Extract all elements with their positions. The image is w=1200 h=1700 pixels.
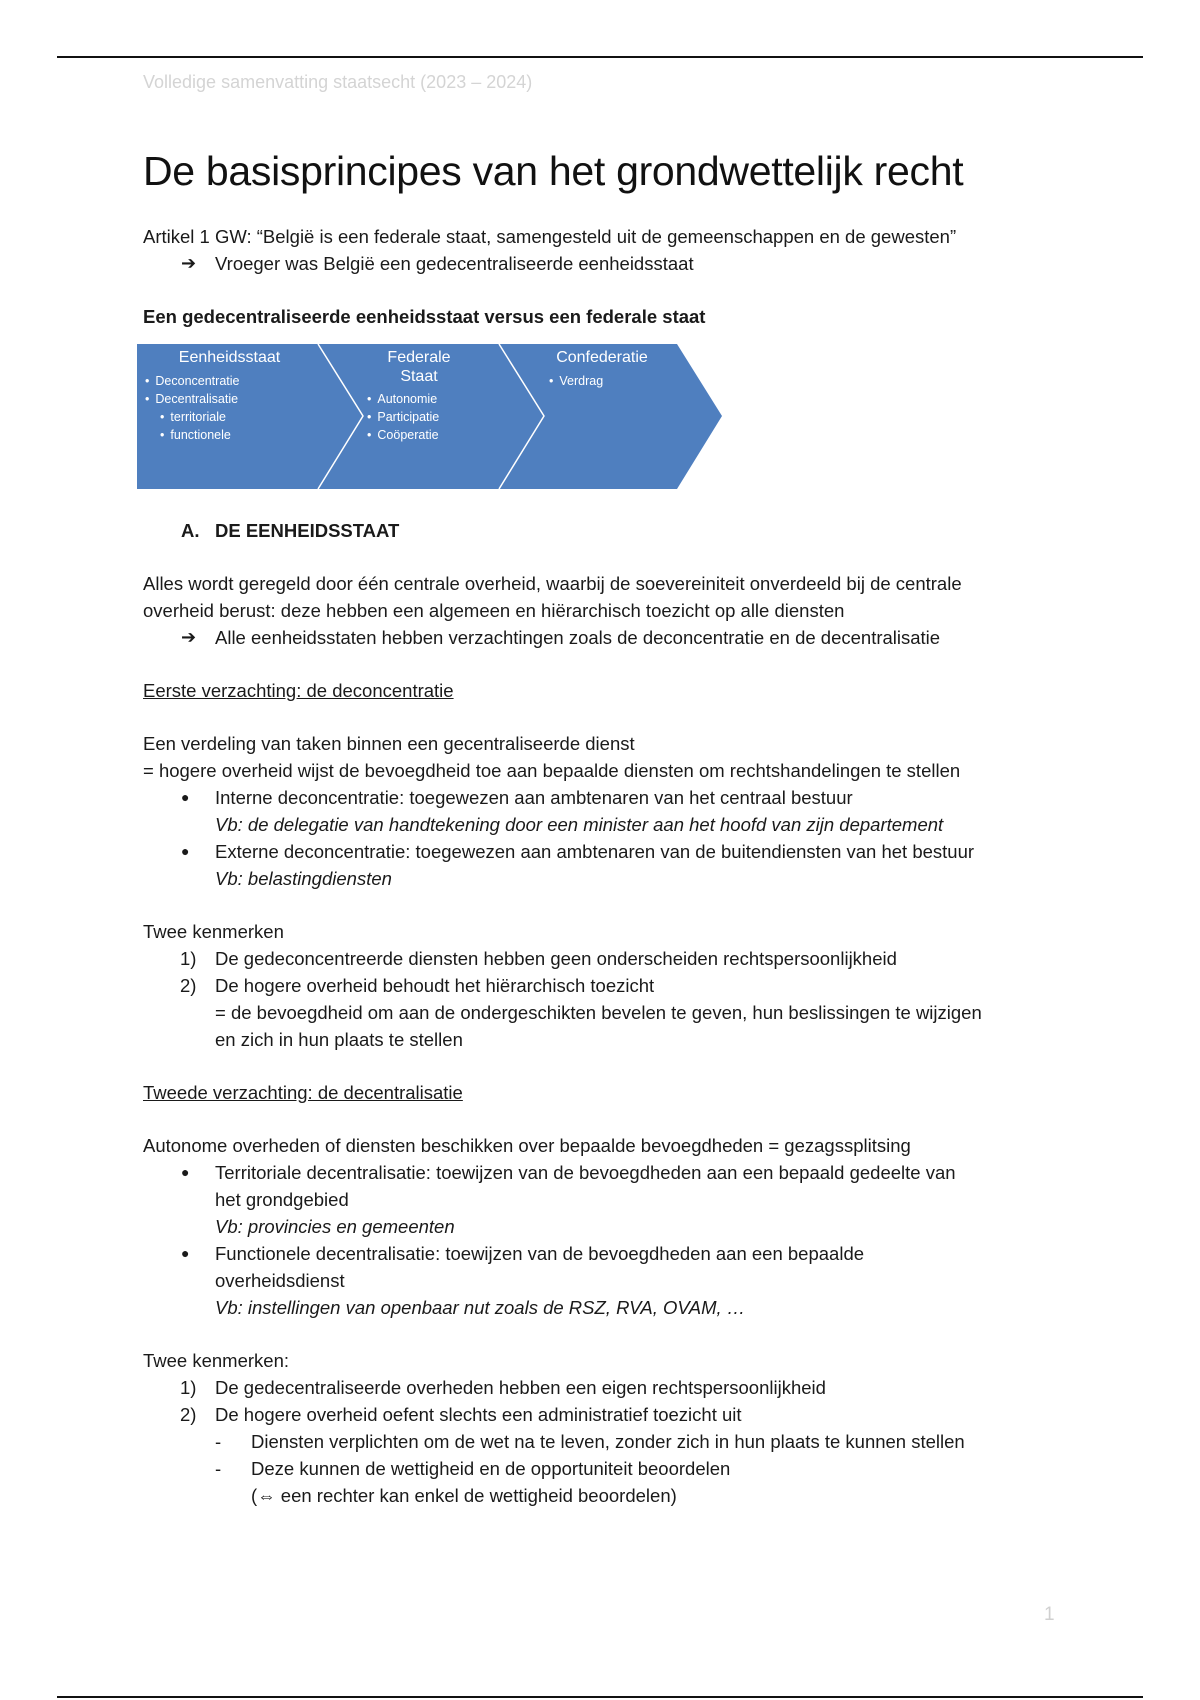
document-body — [143, 145, 1103, 1509]
paragraph: Alles wordt geregeld door één centrale overheid, waarbij de soevereiniteit onverdeeld bij de centrale — [143, 573, 962, 594]
paragraph: Autonome overheden of diensten beschikken over bepaalde bevoegdheden = gezagssplitsing — [143, 1135, 911, 1156]
stage-list-eenheidsstaat — [145, 372, 239, 444]
bullet-icon: ● — [181, 1245, 190, 1261]
stage-item: • Decentralisatie — [145, 390, 239, 408]
bullet-item: ● Territoriale decentralisatie: toewijzen van de bevoegdheden aan een bepaald gedeelte van — [181, 1159, 1103, 1186]
stage-subitem: • functionele — [160, 426, 239, 444]
arrow-item: ➔ Alle eenheidsstaten hebben verzachtingen zoals de deconcentratie en de decentralisatie — [181, 624, 1103, 651]
stage-item: • Verdrag — [549, 372, 603, 390]
numbered-item: 1) De gedeconcentreerde diensten hebben geen onderscheiden rechtspersoonlijkheid — [180, 948, 897, 969]
bullet-icon: ● — [181, 789, 190, 805]
running-header: Volledige samenvatting staatsecht (2023 – 2024) — [143, 72, 533, 92]
top-rule — [57, 56, 1143, 58]
bullet-icon: ● — [181, 843, 190, 859]
dash-item: - Diensten verplichten om de wet na te leven, zonder zich in hun plaats te kunnen stellen — [215, 1431, 965, 1452]
page-number: 1 — [1044, 1604, 1055, 1625]
stage-list-federale-staat — [367, 390, 439, 444]
stage-list-confederatie — [549, 372, 603, 390]
example-line: Vb: de delegatie van handtekening door een minister aan het hoofd van zijn departement — [215, 814, 944, 835]
comparison-heading: Een gedecentraliseerde eenheidsstaat versus een federale staat — [143, 306, 706, 327]
stage-subitem: • territoriale — [160, 408, 239, 426]
example-line: Vb: instellingen van openbaar nut zoals de RSZ, RVA, OVAM, … — [215, 1297, 746, 1318]
arrow-icon: ➔ — [181, 253, 197, 273]
bottom-rule — [57, 1696, 1143, 1698]
numbered-item: 2) De hogere overheid oefent slechts een administratief toezicht uit — [180, 1404, 742, 1425]
stage-item: • Coöperatie — [367, 426, 439, 444]
section-heading-a: A. DE EENHEIDSSTAAT — [181, 520, 400, 541]
numbered-item: 1) De gedecentraliseerde overheden hebben een eigen rechtspersoonlijkheid — [180, 1377, 826, 1398]
stage-item: • Participatie — [367, 408, 439, 426]
paragraph: Een verdeling van taken binnen een gecentraliseerde dienst — [143, 733, 635, 754]
page-title: De basisprincipes van het grondwettelijk recht — [143, 148, 964, 194]
article-quote: Artikel 1 GW: “België is een federale staat, samengesteld uit de gemeenschappen en de gewesten” — [143, 226, 957, 247]
subheading-deconcentratie: Eerste verzachting: de deconcentratie — [143, 680, 454, 701]
arrow-item: ➔ Vroeger was België een gedecentraliseerde eenheidsstaat — [181, 250, 1103, 277]
stage-title-federale-staat: Federale Staat — [387, 349, 451, 385]
stage-item: • Deconcentratie — [145, 372, 239, 390]
state-forms-diagram — [137, 344, 727, 489]
bullet-icon: ● — [181, 1164, 190, 1180]
stage-item: • Autonomie — [367, 390, 439, 408]
numbered-item-continuation: en zich in hun plaats te stellen — [215, 1029, 463, 1050]
bullet-item: ● Interne deconcentratie: toegewezen aan ambtenaren van het centraal bestuur — [181, 784, 1103, 811]
example-line: Vb: belastingdiensten — [215, 868, 392, 889]
bullet-continuation: overheidsdienst — [215, 1270, 345, 1291]
paragraph: overheid berust: deze hebben een algemeen en hiërarchisch toezicht op alle diensten — [143, 600, 845, 621]
bullet-item: ● Externe deconcentratie: toegewezen aan ambtenaren van de buitendiensten van het bestuur — [181, 838, 1103, 865]
bullet-continuation: het grondgebied — [215, 1189, 349, 1210]
stage-title-confederatie: Confederatie — [556, 349, 648, 366]
numbered-item-continuation: = de bevoegdheid om aan de ondergeschikten bevelen te geven, hun beslissingen te wijzigen — [215, 1002, 982, 1023]
example-line: Vb: provincies en gemeenten — [215, 1216, 455, 1237]
arrow-icon: ➔ — [181, 627, 197, 647]
bullet-item: ● Functionele decentralisatie: toewijzen van de bevoegdheden aan een bepaalde — [181, 1240, 1103, 1267]
features-heading: Twee kenmerken: — [143, 1350, 290, 1371]
dash-item: - Deze kunnen de wettigheid en de opportuniteit beoordelen — [215, 1458, 731, 1479]
stage-title-eenheidsstaat: Eenheidsstaat — [178, 349, 281, 366]
paragraph: = hogere overheid wijst de bevoegdheid toe aan bepaalde diensten om rechtshandelingen te stellen — [143, 760, 961, 781]
features-heading: Twee kenmerken — [143, 921, 284, 942]
subheading-decentralisatie: Tweede verzachting: de decentralisatie — [143, 1082, 463, 1103]
numbered-item: 2) De hogere overheid behoudt het hiërarchisch toezicht — [180, 975, 655, 996]
dash-item-continuation: (⇔ een rechter kan enkel de wettigheid beoordelen) — [251, 1485, 677, 1506]
